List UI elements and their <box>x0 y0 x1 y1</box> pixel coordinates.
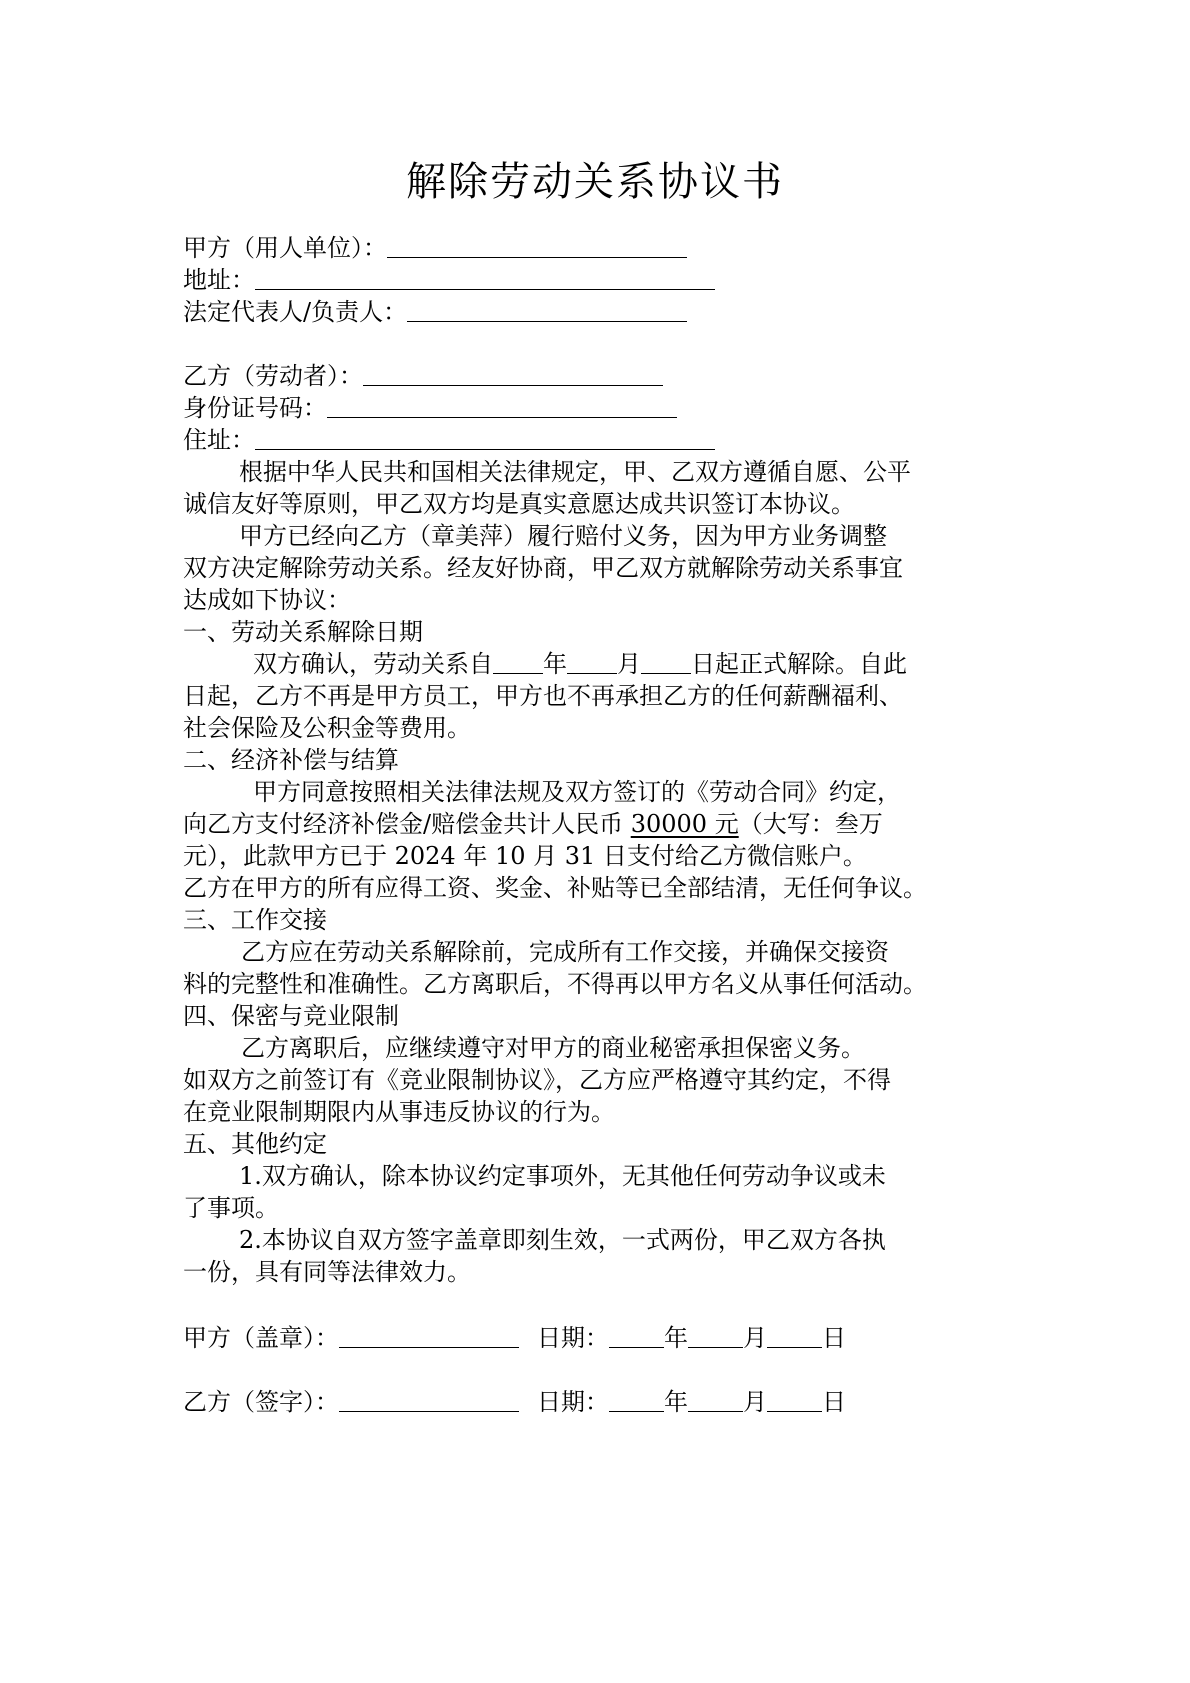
section-4-heading: 四、保密与竞业限制 <box>183 1002 399 1030</box>
section-2-line: 甲方同意按照相关法律法规及双方签订的《劳动合同》约定， <box>253 778 901 806</box>
party-a-seal-label: 甲方（盖章）： <box>183 1324 339 1352</box>
party-b-sign-label: 乙方（签字）： <box>183 1388 339 1416</box>
preamble-line: 双方决定解除劳动关系。经友好协商，甲乙双方就解除劳动关系事宜 <box>183 554 903 582</box>
compensation-amount: 30000 元 <box>630 810 739 838</box>
party-a-name-field[interactable] <box>387 233 687 258</box>
date-label: 日期： <box>537 1324 609 1352</box>
month-label: 月 <box>743 1388 767 1416</box>
party-b-name-row <box>183 360 663 392</box>
section-2-line: 乙方在甲方的所有应得工资、奖金、补贴等已全部结清，无任何争议。 <box>183 874 927 902</box>
document-title: 解除劳动关系协议书 <box>406 159 784 205</box>
party-b-id-row <box>183 392 677 424</box>
section-1-line: 日起，乙方不再是甲方员工，甲方也不再承担乙方的任何薪酬福利、 <box>183 682 903 710</box>
signature-row-party-a <box>183 1322 846 1354</box>
section-3-heading: 三、工作交接 <box>183 906 327 934</box>
section-1-heading: 一、劳动关系解除日期 <box>183 618 423 646</box>
party-b-day-field[interactable] <box>767 1387 822 1412</box>
preamble-line: 达成如下协议： <box>183 586 351 614</box>
party-a-name-label: 甲方（用人单位）： <box>183 234 387 262</box>
party-a-rep-row <box>183 296 687 328</box>
party-b-id-field[interactable] <box>327 393 677 418</box>
party-a-address-row <box>183 264 715 296</box>
party-b-year-field[interactable] <box>609 1387 664 1412</box>
preamble-line: 根据中华人民共和国相关法律规定，甲、乙双方遵循自愿、公平 <box>239 458 911 486</box>
party-a-rep-field[interactable] <box>407 297 687 322</box>
section-2-heading: 二、经济补偿与结算 <box>183 746 399 774</box>
party-b-address-row <box>183 424 715 456</box>
party-b-name-field[interactable] <box>363 361 663 386</box>
section-2-line: 元），此款甲方已于 2024 年 10 月 31 日支付给乙方微信账户。 <box>183 842 867 870</box>
party-b-month-field[interactable] <box>688 1387 743 1412</box>
section-5-item: 1.双方确认，除本协议约定事项外，无其他任何劳动争议或未 <box>239 1162 886 1190</box>
party-b-name-label: 乙方（劳动者）： <box>183 362 363 390</box>
party-a-seal-field[interactable] <box>339 1323 519 1348</box>
section-4-line: 乙方离职后，应继续遵守对甲方的商业秘密承担保密义务。 <box>241 1034 865 1062</box>
section-1-line: 社会保险及公积金等费用。 <box>183 714 471 742</box>
year-label: 年 <box>664 1388 688 1416</box>
preamble-line: 诚信友好等原则，甲乙双方均是真实意愿达成共识签订本协议。 <box>183 490 855 518</box>
section-5-item: 了事项。 <box>183 1194 279 1222</box>
preamble-line: 甲方已经向乙方（章美萍）履行赔付义务，因为甲方业务调整 <box>239 522 887 550</box>
party-b-address-label: 住址： <box>183 426 255 454</box>
section-4-line: 在竞业限制期限内从事违反协议的行为。 <box>183 1098 615 1126</box>
party-a-rep-label: 法定代表人/负责人： <box>183 298 408 326</box>
section-1-date-line <box>253 648 907 680</box>
section-3-line: 料的完整性和准确性。乙方离职后，不得再以甲方名义从事任何活动。 <box>183 970 927 998</box>
party-b-id-label: 身份证号码： <box>183 394 327 422</box>
section-2-text: 向乙方支付经济补偿金/赔偿金共计人民币 <box>183 810 631 838</box>
year-label: 年 <box>543 650 567 678</box>
section-1-text: 日起正式解除。自此 <box>691 650 907 678</box>
year-label: 年 <box>664 1324 688 1352</box>
party-a-month-field[interactable] <box>688 1323 743 1348</box>
day-label: 日 <box>822 1324 846 1352</box>
section-2-text: （大写：叁万 <box>738 810 883 838</box>
month-label: 月 <box>617 650 641 678</box>
party-a-address-label: 地址： <box>183 266 255 294</box>
day-label: 日 <box>822 1388 846 1416</box>
termination-year-field[interactable] <box>493 649 543 674</box>
party-a-name-row <box>183 232 687 264</box>
termination-day-field[interactable] <box>641 649 691 674</box>
party-b-signature-field[interactable] <box>339 1387 519 1412</box>
section-1-text: 双方确认，劳动关系自 <box>253 650 493 678</box>
party-a-year-field[interactable] <box>609 1323 664 1348</box>
section-2-amount-line <box>183 808 883 840</box>
signature-row-party-b <box>183 1386 846 1418</box>
section-5-item: 2.本协议自双方签字盖章即刻生效，一式两份，甲乙双方各执 <box>239 1226 886 1254</box>
section-5-heading: 五、其他约定 <box>183 1130 327 1158</box>
section-4-line: 如双方之前签订有《竞业限制协议》，乙方应严格遵守其约定，不得 <box>183 1066 891 1094</box>
party-b-address-field[interactable] <box>255 425 715 450</box>
date-label: 日期： <box>537 1388 609 1416</box>
party-a-day-field[interactable] <box>767 1323 822 1348</box>
month-label: 月 <box>743 1324 767 1352</box>
party-a-address-field[interactable] <box>255 265 715 290</box>
section-5-item: 一份，具有同等法律效力。 <box>183 1258 471 1286</box>
section-3-line: 乙方应在劳动关系解除前，完成所有工作交接，并确保交接资 <box>241 938 889 966</box>
termination-month-field[interactable] <box>567 649 617 674</box>
